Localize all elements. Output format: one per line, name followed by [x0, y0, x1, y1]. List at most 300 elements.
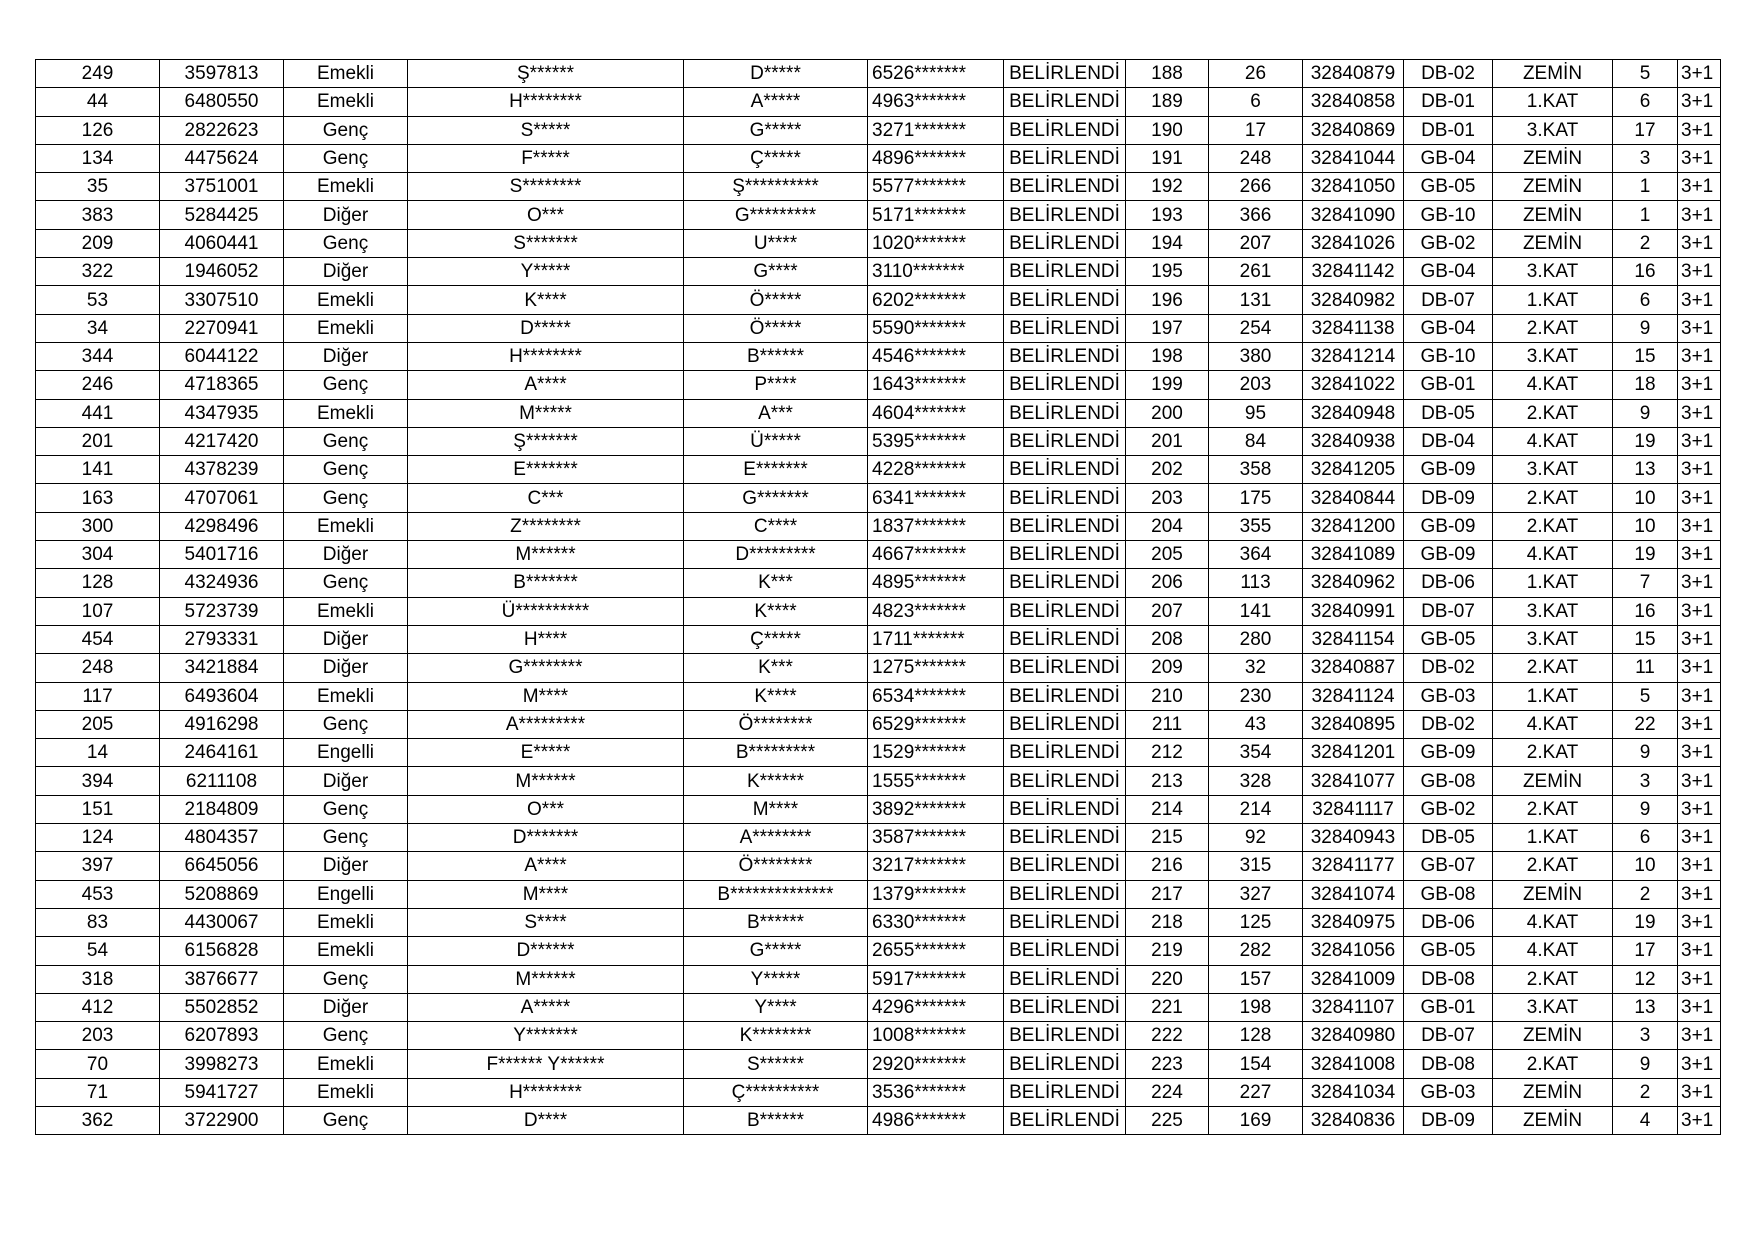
- cell-soyad: S******: [684, 1050, 868, 1078]
- cell-konut-no: 175: [1209, 484, 1303, 512]
- cell-soyad: K****: [684, 597, 868, 625]
- cell-oda-sayisi: 3+1: [1678, 852, 1721, 880]
- table-row: [36, 173, 1721, 201]
- cell-daire-no: 3: [1613, 144, 1678, 172]
- cell-ad: H****: [408, 625, 684, 653]
- cell-durum: BELİRLENDİ: [1004, 342, 1126, 370]
- cell-blok: GB-02: [1404, 229, 1493, 257]
- cell-kura-sira: 200: [1126, 399, 1209, 427]
- cell-tc-kimlik: 4963*******: [868, 88, 1004, 116]
- table-row: [36, 201, 1721, 229]
- cell-sira-no: 117: [36, 682, 160, 710]
- cell-kat: 4.KAT: [1493, 710, 1613, 738]
- cell-blok: DB-08: [1404, 965, 1493, 993]
- cell-daire-no: 19: [1613, 541, 1678, 569]
- cell-soyad: B*********: [684, 739, 868, 767]
- cell-kategori: Genç: [284, 824, 408, 852]
- cell-soyad: C****: [684, 512, 868, 540]
- cell-konut-no: 227: [1209, 1078, 1303, 1106]
- cell-ad: D******: [408, 937, 684, 965]
- cell-kategori: Genç: [284, 795, 408, 823]
- cell-konut-kodu: 32840982: [1303, 286, 1404, 314]
- cell-ad: A****: [408, 371, 684, 399]
- cell-ad: E*****: [408, 739, 684, 767]
- cell-sira-no: 203: [36, 1022, 160, 1050]
- cell-konut-kodu: 32840948: [1303, 399, 1404, 427]
- table-row: [36, 824, 1721, 852]
- results-table: [35, 59, 1721, 1135]
- cell-tc-kimlik: 5171*******: [868, 201, 1004, 229]
- cell-soyad: Ş**********: [684, 173, 868, 201]
- cell-oda-sayisi: 3+1: [1678, 569, 1721, 597]
- cell-blok: GB-02: [1404, 795, 1493, 823]
- cell-konut-no: 169: [1209, 1106, 1303, 1134]
- cell-daire-no: 1: [1613, 173, 1678, 201]
- cell-kat: 4.KAT: [1493, 937, 1613, 965]
- cell-durum: BELİRLENDİ: [1004, 173, 1126, 201]
- cell-tc-kimlik: 5590*******: [868, 314, 1004, 342]
- cell-kura-sira: 191: [1126, 144, 1209, 172]
- cell-sira-no: 412: [36, 993, 160, 1021]
- cell-kategori: Engelli: [284, 880, 408, 908]
- cell-tc-kimlik: 4986*******: [868, 1106, 1004, 1134]
- cell-blok: GB-09: [1404, 512, 1493, 540]
- cell-durum: BELİRLENDİ: [1004, 795, 1126, 823]
- cell-kat: 4.KAT: [1493, 908, 1613, 936]
- cell-tc-kimlik: 4823*******: [868, 597, 1004, 625]
- cell-ad: S*******: [408, 229, 684, 257]
- cell-kategori: Emekli: [284, 88, 408, 116]
- cell-daire-no: 9: [1613, 795, 1678, 823]
- cell-basvuru-no: 4060441: [160, 229, 284, 257]
- cell-sira-no: 126: [36, 116, 160, 144]
- cell-kura-sira: 189: [1126, 88, 1209, 116]
- cell-sira-no: 318: [36, 965, 160, 993]
- cell-kura-sira: 192: [1126, 173, 1209, 201]
- cell-oda-sayisi: 3+1: [1678, 937, 1721, 965]
- cell-kategori: Genç: [284, 965, 408, 993]
- table-row: [36, 852, 1721, 880]
- cell-durum: BELİRLENDİ: [1004, 456, 1126, 484]
- cell-kura-sira: 213: [1126, 767, 1209, 795]
- cell-basvuru-no: 5723739: [160, 597, 284, 625]
- cell-sira-no: 394: [36, 767, 160, 795]
- cell-ad: Ş******: [408, 60, 684, 88]
- cell-blok: GB-05: [1404, 173, 1493, 201]
- cell-konut-kodu: 32841154: [1303, 625, 1404, 653]
- cell-blok: GB-09: [1404, 541, 1493, 569]
- cell-daire-no: 6: [1613, 88, 1678, 116]
- cell-basvuru-no: 3307510: [160, 286, 284, 314]
- cell-tc-kimlik: 6330*******: [868, 908, 1004, 936]
- cell-oda-sayisi: 3+1: [1678, 597, 1721, 625]
- cell-blok: DB-07: [1404, 1022, 1493, 1050]
- cell-tc-kimlik: 3217*******: [868, 852, 1004, 880]
- cell-kat: 1.KAT: [1493, 88, 1613, 116]
- cell-soyad: Y****: [684, 993, 868, 1021]
- cell-konut-kodu: 32840962: [1303, 569, 1404, 597]
- cell-konut-no: 358: [1209, 456, 1303, 484]
- cell-kura-sira: 197: [1126, 314, 1209, 342]
- cell-konut-kodu: 32841214: [1303, 342, 1404, 370]
- cell-kategori: Emekli: [284, 173, 408, 201]
- cell-soyad: M****: [684, 795, 868, 823]
- cell-oda-sayisi: 3+1: [1678, 908, 1721, 936]
- cell-tc-kimlik: 6202*******: [868, 286, 1004, 314]
- cell-basvuru-no: 4298496: [160, 512, 284, 540]
- cell-konut-kodu: 32841034: [1303, 1078, 1404, 1106]
- cell-konut-no: 113: [1209, 569, 1303, 597]
- cell-daire-no: 2: [1613, 229, 1678, 257]
- table-row: [36, 144, 1721, 172]
- table-row: [36, 767, 1721, 795]
- cell-kategori: Genç: [284, 116, 408, 144]
- cell-ad: G********: [408, 654, 684, 682]
- cell-konut-no: 328: [1209, 767, 1303, 795]
- cell-ad: D****: [408, 1106, 684, 1134]
- cell-daire-no: 2: [1613, 880, 1678, 908]
- cell-sira-no: 383: [36, 201, 160, 229]
- cell-oda-sayisi: 3+1: [1678, 60, 1721, 88]
- cell-kura-sira: 206: [1126, 569, 1209, 597]
- cell-sira-no: 249: [36, 60, 160, 88]
- table-row: [36, 710, 1721, 738]
- cell-daire-no: 5: [1613, 60, 1678, 88]
- cell-durum: BELİRLENDİ: [1004, 965, 1126, 993]
- cell-soyad: K********: [684, 1022, 868, 1050]
- cell-konut-kodu: 32840991: [1303, 597, 1404, 625]
- cell-kat: ZEMİN: [1493, 201, 1613, 229]
- cell-kura-sira: 210: [1126, 682, 1209, 710]
- cell-daire-no: 16: [1613, 258, 1678, 286]
- cell-daire-no: 5: [1613, 682, 1678, 710]
- cell-konut-kodu: 32840858: [1303, 88, 1404, 116]
- cell-sira-no: 83: [36, 908, 160, 936]
- cell-tc-kimlik: 3892*******: [868, 795, 1004, 823]
- cell-tc-kimlik: 3536*******: [868, 1078, 1004, 1106]
- cell-basvuru-no: 4347935: [160, 399, 284, 427]
- cell-konut-no: 327: [1209, 880, 1303, 908]
- cell-blok: GB-05: [1404, 937, 1493, 965]
- cell-soyad: B******: [684, 908, 868, 936]
- cell-soyad: K***: [684, 569, 868, 597]
- cell-kategori: Emekli: [284, 1050, 408, 1078]
- cell-durum: BELİRLENDİ: [1004, 1106, 1126, 1134]
- cell-oda-sayisi: 3+1: [1678, 1050, 1721, 1078]
- cell-ad: M****: [408, 880, 684, 908]
- cell-tc-kimlik: 1275*******: [868, 654, 1004, 682]
- cell-basvuru-no: 3876677: [160, 965, 284, 993]
- cell-basvuru-no: 3421884: [160, 654, 284, 682]
- cell-konut-kodu: 32840943: [1303, 824, 1404, 852]
- cell-basvuru-no: 2793331: [160, 625, 284, 653]
- cell-oda-sayisi: 3+1: [1678, 965, 1721, 993]
- cell-konut-no: 230: [1209, 682, 1303, 710]
- cell-kategori: Genç: [284, 710, 408, 738]
- cell-soyad: U****: [684, 229, 868, 257]
- cell-konut-kodu: 32841009: [1303, 965, 1404, 993]
- table-row: [36, 484, 1721, 512]
- cell-kategori: Diğer: [284, 625, 408, 653]
- cell-kura-sira: 201: [1126, 427, 1209, 455]
- cell-konut-kodu: 32840975: [1303, 908, 1404, 936]
- cell-ad: O***: [408, 795, 684, 823]
- cell-tc-kimlik: 5577*******: [868, 173, 1004, 201]
- cell-basvuru-no: 2822623: [160, 116, 284, 144]
- cell-kat: 3.KAT: [1493, 456, 1613, 484]
- cell-daire-no: 18: [1613, 371, 1678, 399]
- cell-konut-kodu: 32841142: [1303, 258, 1404, 286]
- cell-blok: GB-03: [1404, 682, 1493, 710]
- cell-blok: GB-01: [1404, 371, 1493, 399]
- cell-blok: DB-08: [1404, 1050, 1493, 1078]
- cell-blok: DB-02: [1404, 654, 1493, 682]
- cell-soyad: Ö********: [684, 710, 868, 738]
- cell-kategori: Emekli: [284, 1078, 408, 1106]
- cell-kategori: Diğer: [284, 342, 408, 370]
- table-row: [36, 880, 1721, 908]
- cell-basvuru-no: 6645056: [160, 852, 284, 880]
- cell-kura-sira: 224: [1126, 1078, 1209, 1106]
- cell-basvuru-no: 5941727: [160, 1078, 284, 1106]
- cell-kura-sira: 212: [1126, 739, 1209, 767]
- cell-oda-sayisi: 3+1: [1678, 258, 1721, 286]
- cell-sira-no: 453: [36, 880, 160, 908]
- cell-sira-no: 246: [36, 371, 160, 399]
- cell-konut-kodu: 32841026: [1303, 229, 1404, 257]
- cell-kura-sira: 199: [1126, 371, 1209, 399]
- cell-durum: BELİRLENDİ: [1004, 1022, 1126, 1050]
- cell-daire-no: 7: [1613, 569, 1678, 597]
- cell-ad: E*******: [408, 456, 684, 484]
- cell-basvuru-no: 4718365: [160, 371, 284, 399]
- cell-sira-no: 201: [36, 427, 160, 455]
- cell-oda-sayisi: 3+1: [1678, 116, 1721, 144]
- cell-kat: 1.KAT: [1493, 682, 1613, 710]
- cell-konut-kodu: 32841205: [1303, 456, 1404, 484]
- cell-kura-sira: 190: [1126, 116, 1209, 144]
- cell-oda-sayisi: 3+1: [1678, 427, 1721, 455]
- cell-daire-no: 2: [1613, 1078, 1678, 1106]
- cell-kategori: Diğer: [284, 767, 408, 795]
- cell-ad: H********: [408, 88, 684, 116]
- cell-konut-no: 125: [1209, 908, 1303, 936]
- cell-konut-no: 207: [1209, 229, 1303, 257]
- cell-durum: BELİRLENDİ: [1004, 1050, 1126, 1078]
- cell-daire-no: 9: [1613, 314, 1678, 342]
- cell-ad: F*****: [408, 144, 684, 172]
- cell-ad: Z********: [408, 512, 684, 540]
- cell-blok: DB-01: [1404, 116, 1493, 144]
- cell-konut-no: 157: [1209, 965, 1303, 993]
- cell-soyad: E*******: [684, 456, 868, 484]
- cell-durum: BELİRLENDİ: [1004, 60, 1126, 88]
- cell-kura-sira: 203: [1126, 484, 1209, 512]
- cell-konut-kodu: 32840980: [1303, 1022, 1404, 1050]
- cell-tc-kimlik: 1711*******: [868, 625, 1004, 653]
- cell-basvuru-no: 3751001: [160, 173, 284, 201]
- cell-daire-no: 19: [1613, 427, 1678, 455]
- cell-sira-no: 134: [36, 144, 160, 172]
- cell-sira-no: 163: [36, 484, 160, 512]
- cell-kat: 3.KAT: [1493, 258, 1613, 286]
- table-row: [36, 597, 1721, 625]
- cell-soyad: Ç**********: [684, 1078, 868, 1106]
- cell-konut-no: 141: [1209, 597, 1303, 625]
- cell-durum: BELİRLENDİ: [1004, 484, 1126, 512]
- cell-kat: 4.KAT: [1493, 371, 1613, 399]
- cell-soyad: Ö*****: [684, 314, 868, 342]
- table-row: [36, 512, 1721, 540]
- cell-kat: 3.KAT: [1493, 116, 1613, 144]
- cell-durum: BELİRLENDİ: [1004, 710, 1126, 738]
- cell-kura-sira: 208: [1126, 625, 1209, 653]
- cell-sira-no: 70: [36, 1050, 160, 1078]
- cell-blok: GB-09: [1404, 456, 1493, 484]
- cell-kat: 2.KAT: [1493, 739, 1613, 767]
- cell-kura-sira: 225: [1126, 1106, 1209, 1134]
- cell-ad: M*****: [408, 399, 684, 427]
- cell-konut-no: 315: [1209, 852, 1303, 880]
- table-row: [36, 739, 1721, 767]
- cell-soyad: Y*****: [684, 965, 868, 993]
- cell-tc-kimlik: 1020*******: [868, 229, 1004, 257]
- cell-konut-no: 355: [1209, 512, 1303, 540]
- cell-soyad: P****: [684, 371, 868, 399]
- table-row: [36, 314, 1721, 342]
- cell-daire-no: 15: [1613, 342, 1678, 370]
- cell-oda-sayisi: 3+1: [1678, 1022, 1721, 1050]
- cell-daire-no: 17: [1613, 116, 1678, 144]
- cell-kategori: Emekli: [284, 399, 408, 427]
- table-row: [36, 937, 1721, 965]
- cell-kat: 2.KAT: [1493, 314, 1613, 342]
- table-row: [36, 541, 1721, 569]
- cell-kura-sira: 202: [1126, 456, 1209, 484]
- cell-kat: 3.KAT: [1493, 625, 1613, 653]
- cell-sira-no: 397: [36, 852, 160, 880]
- cell-kura-sira: 204: [1126, 512, 1209, 540]
- cell-kura-sira: 211: [1126, 710, 1209, 738]
- cell-kat: 4.KAT: [1493, 541, 1613, 569]
- cell-durum: BELİRLENDİ: [1004, 852, 1126, 880]
- cell-kategori: Engelli: [284, 739, 408, 767]
- cell-konut-kodu: 32840844: [1303, 484, 1404, 512]
- cell-oda-sayisi: 3+1: [1678, 824, 1721, 852]
- cell-kura-sira: 196: [1126, 286, 1209, 314]
- cell-kura-sira: 188: [1126, 60, 1209, 88]
- cell-durum: BELİRLENDİ: [1004, 116, 1126, 144]
- cell-oda-sayisi: 3+1: [1678, 201, 1721, 229]
- table-row: [36, 258, 1721, 286]
- cell-blok: DB-07: [1404, 286, 1493, 314]
- cell-konut-no: 248: [1209, 144, 1303, 172]
- table-body: [36, 60, 1721, 1135]
- cell-soyad: G*****: [684, 116, 868, 144]
- cell-tc-kimlik: 1555*******: [868, 767, 1004, 795]
- cell-kat: ZEMİN: [1493, 144, 1613, 172]
- cell-kat: 3.KAT: [1493, 597, 1613, 625]
- cell-kat: 4.KAT: [1493, 427, 1613, 455]
- cell-soyad: Ö********: [684, 852, 868, 880]
- cell-kat: ZEMİN: [1493, 60, 1613, 88]
- cell-ad: D*******: [408, 824, 684, 852]
- cell-sira-no: 151: [36, 795, 160, 823]
- cell-soyad: K****: [684, 682, 868, 710]
- cell-basvuru-no: 6493604: [160, 682, 284, 710]
- cell-oda-sayisi: 3+1: [1678, 229, 1721, 257]
- cell-kat: ZEMİN: [1493, 1106, 1613, 1134]
- cell-daire-no: 13: [1613, 456, 1678, 484]
- cell-durum: BELİRLENDİ: [1004, 654, 1126, 682]
- cell-ad: A*****: [408, 993, 684, 1021]
- cell-kura-sira: 195: [1126, 258, 1209, 286]
- cell-oda-sayisi: 3+1: [1678, 654, 1721, 682]
- table-row: [36, 60, 1721, 88]
- cell-basvuru-no: 5502852: [160, 993, 284, 1021]
- cell-daire-no: 9: [1613, 399, 1678, 427]
- cell-ad: M******: [408, 767, 684, 795]
- cell-blok: GB-04: [1404, 314, 1493, 342]
- cell-sira-no: 205: [36, 710, 160, 738]
- cell-soyad: K***: [684, 654, 868, 682]
- table-row: [36, 654, 1721, 682]
- cell-kategori: Emekli: [284, 682, 408, 710]
- table-row: [36, 993, 1721, 1021]
- cell-kura-sira: 218: [1126, 908, 1209, 936]
- cell-durum: BELİRLENDİ: [1004, 371, 1126, 399]
- cell-tc-kimlik: 1643*******: [868, 371, 1004, 399]
- cell-ad: H********: [408, 342, 684, 370]
- cell-sira-no: 53: [36, 286, 160, 314]
- cell-tc-kimlik: 3587*******: [868, 824, 1004, 852]
- cell-ad: Ü**********: [408, 597, 684, 625]
- cell-konut-kodu: 32841200: [1303, 512, 1404, 540]
- cell-konut-kodu: 32841050: [1303, 173, 1404, 201]
- cell-konut-no: 203: [1209, 371, 1303, 399]
- cell-blok: GB-08: [1404, 880, 1493, 908]
- cell-soyad: G*****: [684, 937, 868, 965]
- cell-tc-kimlik: 2655*******: [868, 937, 1004, 965]
- cell-kura-sira: 221: [1126, 993, 1209, 1021]
- cell-blok: GB-04: [1404, 144, 1493, 172]
- cell-konut-kodu: 32841089: [1303, 541, 1404, 569]
- cell-blok: DB-05: [1404, 824, 1493, 852]
- cell-daire-no: 13: [1613, 993, 1678, 1021]
- cell-daire-no: 15: [1613, 625, 1678, 653]
- cell-oda-sayisi: 3+1: [1678, 1078, 1721, 1106]
- cell-konut-no: 154: [1209, 1050, 1303, 1078]
- cell-daire-no: 9: [1613, 1050, 1678, 1078]
- cell-oda-sayisi: 3+1: [1678, 484, 1721, 512]
- cell-oda-sayisi: 3+1: [1678, 795, 1721, 823]
- cell-kura-sira: 194: [1126, 229, 1209, 257]
- cell-sira-no: 141: [36, 456, 160, 484]
- cell-ad: O***: [408, 201, 684, 229]
- cell-basvuru-no: 6044122: [160, 342, 284, 370]
- cell-blok: GB-05: [1404, 625, 1493, 653]
- cell-soyad: D*****: [684, 60, 868, 88]
- table-row: [36, 1078, 1721, 1106]
- cell-durum: BELİRLENDİ: [1004, 541, 1126, 569]
- cell-oda-sayisi: 3+1: [1678, 682, 1721, 710]
- cell-konut-no: 366: [1209, 201, 1303, 229]
- cell-basvuru-no: 2270941: [160, 314, 284, 342]
- cell-kat: 3.KAT: [1493, 993, 1613, 1021]
- table-row: [36, 456, 1721, 484]
- cell-daire-no: 10: [1613, 852, 1678, 880]
- table-row: [36, 371, 1721, 399]
